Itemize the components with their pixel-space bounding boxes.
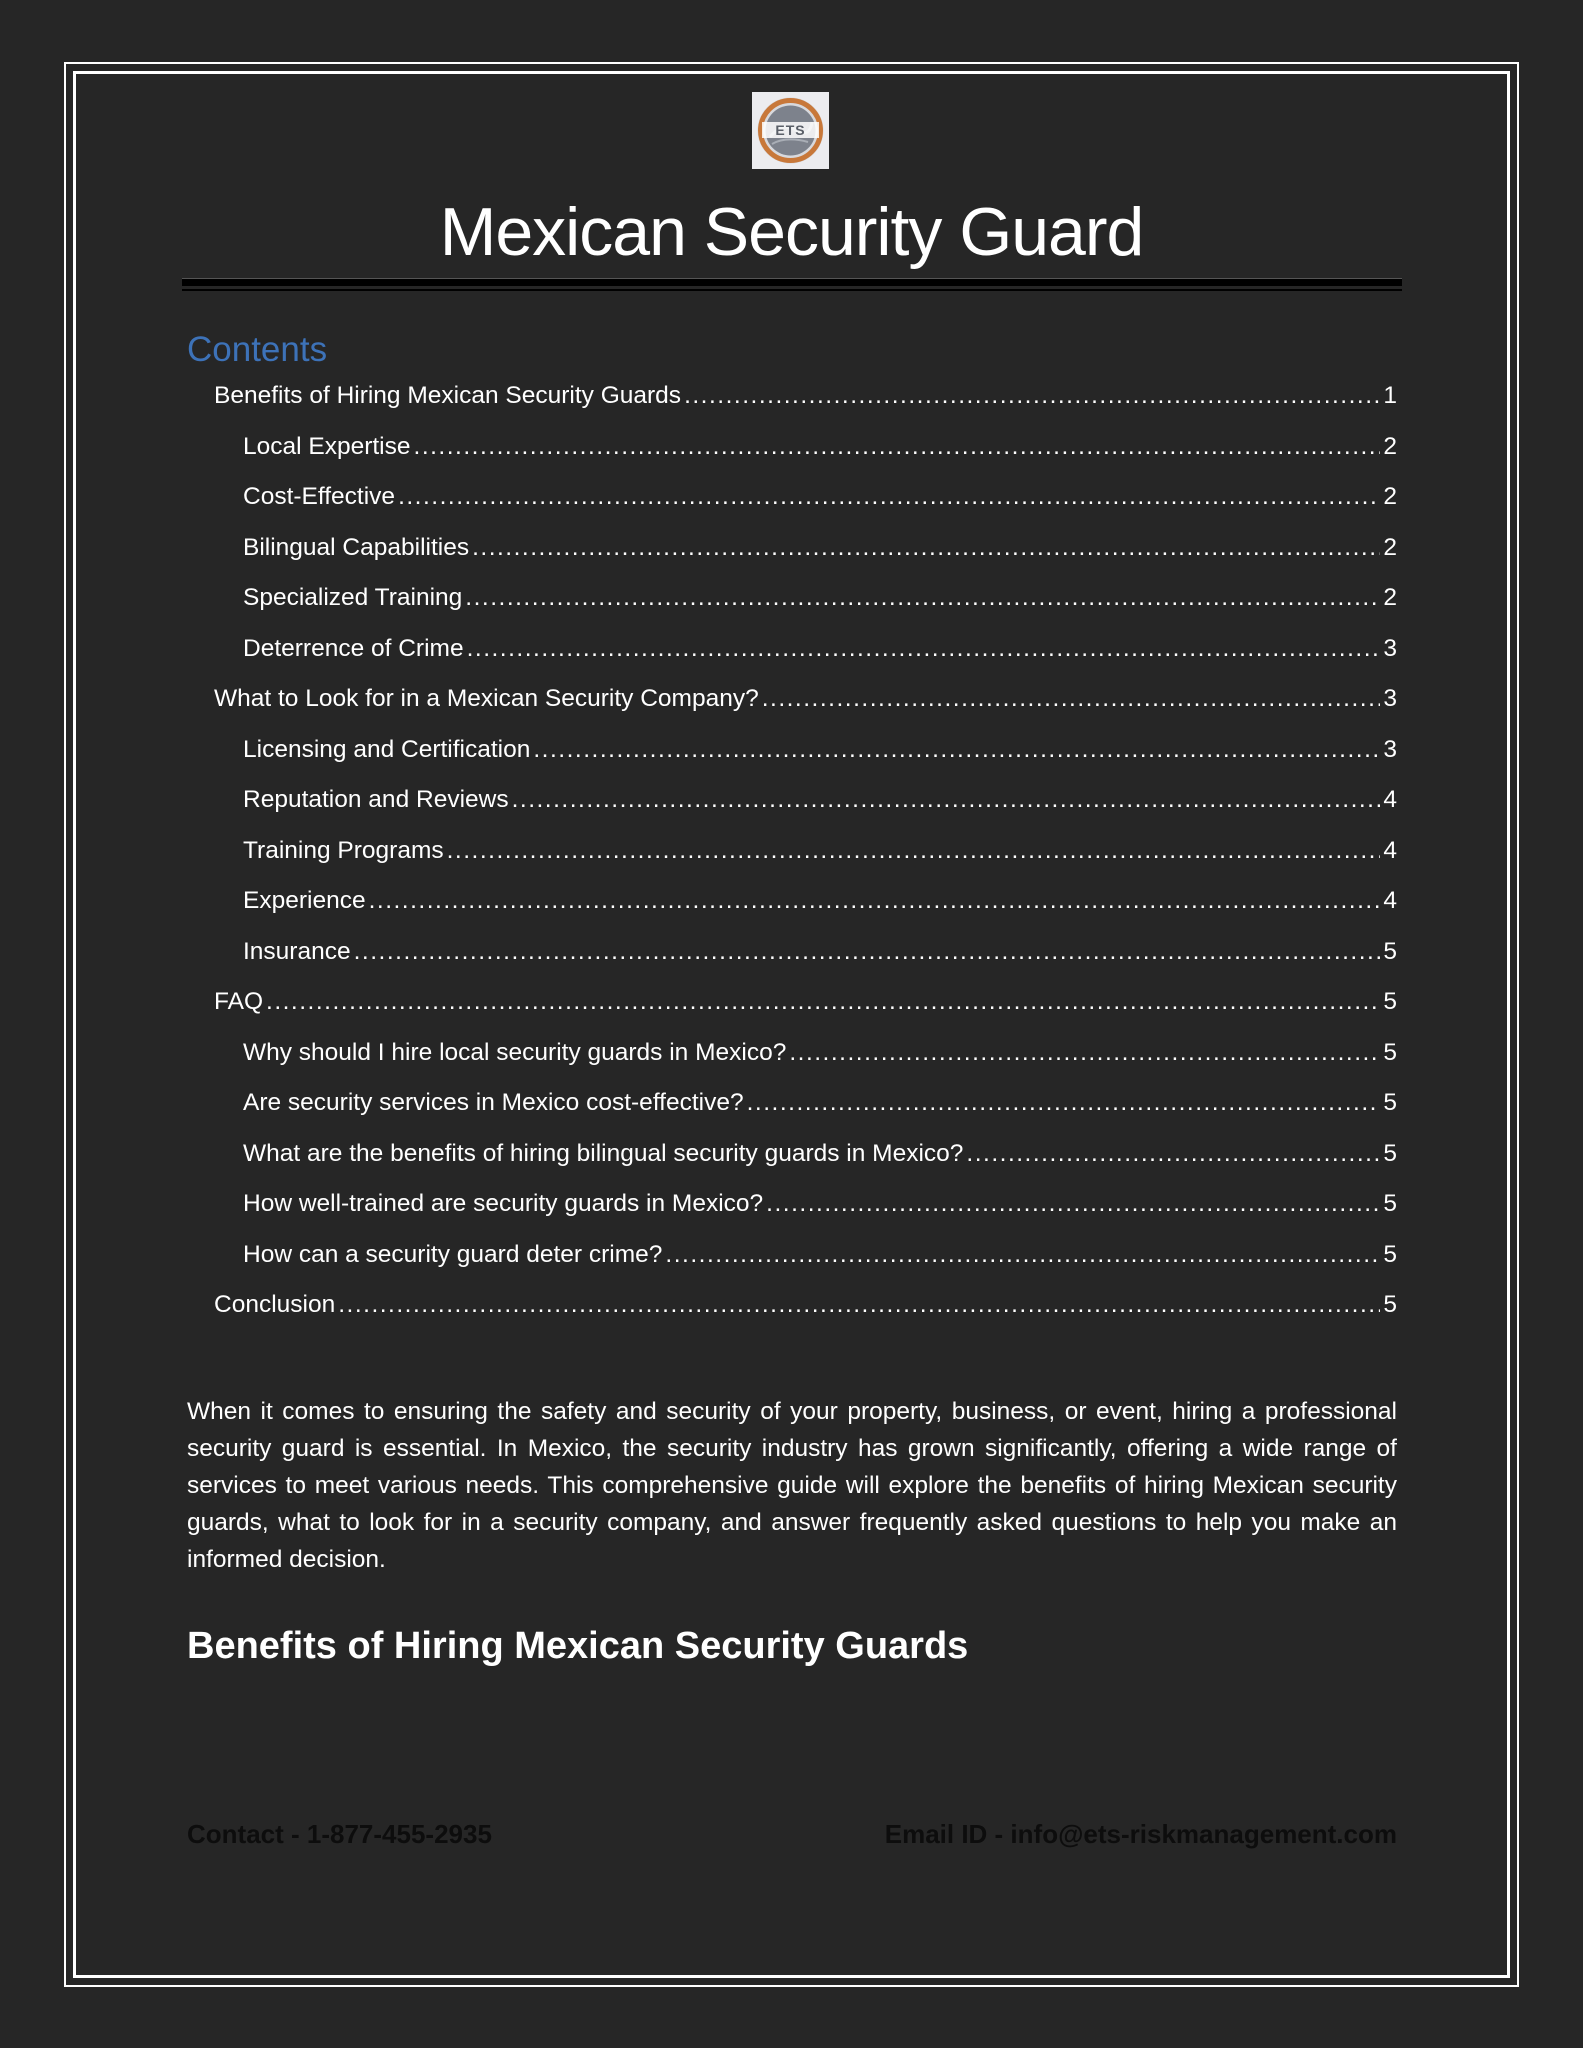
toc-entry[interactable] (187, 476, 1397, 527)
toc-entry-label: Specialized Training (243, 584, 463, 611)
toc-entry-page: 5 (1383, 988, 1397, 1015)
toc-entry[interactable] (187, 1234, 1397, 1285)
toc-entry[interactable] (187, 577, 1397, 628)
toc-entry[interactable] (187, 1284, 1397, 1335)
toc-entry-label: What are the benefits of hiring bilingual security guards in Mexico? (243, 1139, 964, 1167)
toc-leader-dots (665, 1234, 1380, 1276)
toc-leader-dots (684, 375, 1380, 417)
toc-leader-dots (966, 1133, 1380, 1175)
section-heading: Benefits of Hiring Mexican Security Guards (187, 1625, 969, 1667)
toc-entry[interactable] (187, 1133, 1397, 1184)
toc-entry[interactable] (187, 1183, 1397, 1234)
toc-entry[interactable] (187, 1082, 1397, 1133)
title-divider-thin (182, 289, 1402, 291)
toc-entry-label: Insurance (243, 937, 351, 965)
toc-entry-page: 2 (1383, 483, 1397, 510)
toc-entry-label: Why should I hire local security guards in Mexico? (243, 1038, 787, 1066)
toc-entry-page: 5 (1383, 1190, 1397, 1217)
toc-leader-dots (465, 577, 1380, 619)
table-of-contents (187, 375, 1397, 1335)
toc-leader-dots (354, 931, 1381, 973)
toc-entry[interactable] (187, 678, 1397, 729)
toc-entry[interactable] (187, 931, 1397, 982)
toc-entry-page: 5 (1383, 1240, 1397, 1268)
intro-paragraph: When it comes to ensuring the safety and security of your property, business, or event, hiring a professional security guard is essential. In Mexico, the security industry has grown significantly, offering a wide range of services to meet various needs. This comprehensive guide will explore the benefits of hiring Mexican security guards, what to look for in a security company, and answer frequently asked questions to help you make an informed decision. (187, 1398, 1397, 1573)
toc-entry-label: Deterrence of Crime (243, 634, 464, 662)
toc-leader-dots (747, 1082, 1381, 1124)
toc-leader-dots (338, 1284, 1380, 1326)
toc-entry-label: Cost-Effective (243, 483, 396, 510)
toc-entry-label: Training Programs (243, 836, 444, 864)
toc-leader-dots (266, 981, 1380, 1023)
toc-entry-page: 5 (1383, 1139, 1397, 1167)
toc-entry-label: How can a security guard deter crime? (243, 1240, 663, 1268)
toc-entry-page: 1 (1383, 382, 1397, 409)
toc-entry-label: Reputation and Reviews (243, 786, 509, 813)
title-divider (182, 278, 1402, 286)
ets-logo (752, 92, 829, 169)
toc-leader-dots (447, 830, 1381, 872)
toc-entry-label: What to Look for in a Mexican Security Company? (214, 685, 759, 712)
toc-leader-dots (472, 527, 1380, 569)
toc-entry-page: 5 (1383, 1038, 1397, 1066)
toc-entry-page: 2 (1383, 432, 1397, 460)
toc-leader-dots (398, 476, 1380, 518)
toc-entry[interactable] (187, 779, 1397, 830)
toc-entry-label: How well-trained are security guards in Mexico? (243, 1190, 764, 1217)
toc-entry[interactable] (187, 729, 1397, 780)
toc-leader-dots (762, 678, 1381, 720)
toc-entry-page: 5 (1383, 1291, 1397, 1318)
toc-entry[interactable] (187, 1032, 1397, 1083)
toc-entry[interactable] (187, 426, 1397, 477)
toc-entry-label: Are security services in Mexico cost-effective? (243, 1089, 744, 1116)
toc-entry-label: FAQ (214, 988, 264, 1015)
toc-entry-page: 4 (1383, 786, 1397, 813)
toc-entry-page: 3 (1383, 634, 1397, 662)
toc-entry-label: Bilingual Capabilities (243, 533, 470, 561)
footer-email: Email ID - info@ets-riskmanagement.com (884, 1819, 1397, 1849)
toc-leader-dots (369, 880, 1381, 922)
toc-entry[interactable] (187, 830, 1397, 881)
toc-entry[interactable] (187, 527, 1397, 578)
toc-entry-page: 4 (1383, 836, 1397, 864)
toc-entry-label: Benefits of Hiring Mexican Security Guards (214, 382, 682, 409)
toc-entry-page: 5 (1383, 1089, 1397, 1116)
toc-entry-label: Licensing and Certification (243, 735, 531, 763)
toc-entry[interactable] (187, 375, 1397, 426)
toc-leader-dots (789, 1032, 1380, 1074)
toc-entry-label: Local Expertise (243, 432, 411, 460)
toc-entry-page: 3 (1383, 685, 1397, 712)
toc-leader-dots (414, 426, 1381, 468)
contents-heading: Contents (187, 330, 328, 369)
toc-entry-page: 3 (1383, 735, 1397, 763)
toc-entry[interactable] (187, 628, 1397, 679)
toc-entry-label: Conclusion (214, 1291, 336, 1318)
ets-globe-logo-icon (752, 92, 829, 169)
toc-entry[interactable] (187, 981, 1397, 1032)
toc-leader-dots (467, 628, 1381, 670)
toc-leader-dots (512, 779, 1381, 821)
toc-leader-dots (533, 729, 1380, 771)
toc-entry-page: 5 (1383, 937, 1397, 965)
logo-text: ETS (775, 122, 806, 138)
toc-entry-label: Experience (243, 887, 366, 914)
toc-entry[interactable] (187, 880, 1397, 931)
footer-contact: Contact - 1-877-455-2935 (187, 1819, 492, 1849)
toc-entry-page: 4 (1383, 887, 1397, 914)
toc-leader-dots (766, 1183, 1380, 1225)
document-title: Mexican Security Guard (439, 194, 1144, 270)
toc-entry-page: 2 (1383, 584, 1397, 611)
toc-entry-page: 2 (1383, 533, 1397, 561)
